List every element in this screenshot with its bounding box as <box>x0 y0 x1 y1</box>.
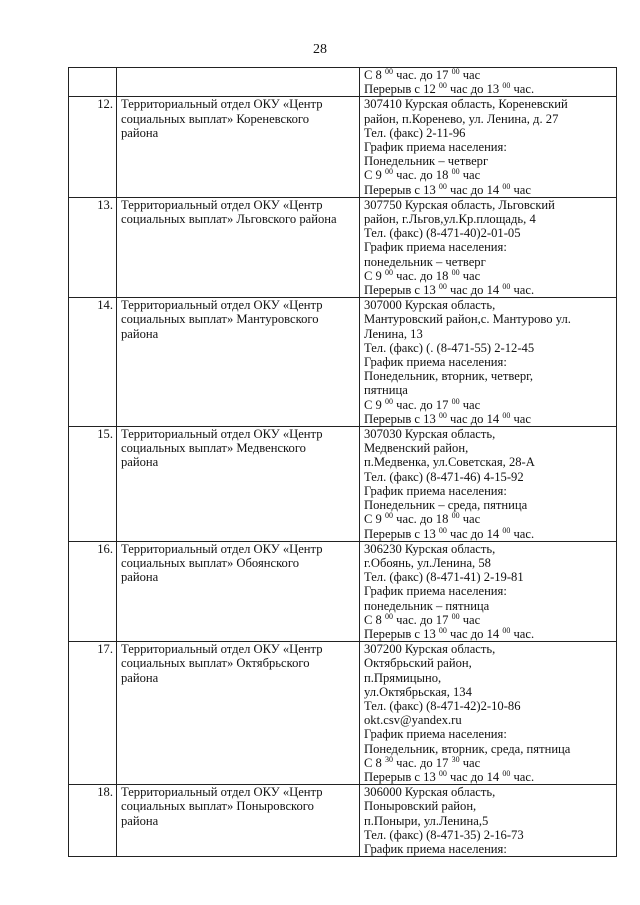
office-name-line: района <box>121 670 159 685</box>
break-line: Перерыв с 13 $^{00}$ час до 14 $^{00}$ час. <box>364 625 535 641</box>
office-name-line: социальных выплат» Мантуровского <box>121 312 319 327</box>
table-row <box>69 785 617 857</box>
schedule-days: Понедельник – среда, пятница <box>364 498 528 513</box>
address-line: Тел. (факс) (8-471-46) 4-15-92 <box>364 469 524 484</box>
break-line: Перерыв с 13 $^{00}$ час до 14 $^{00}$ час. <box>364 768 535 784</box>
address-line: район, г.Льгов,ул.Кр.площадь, 4 <box>364 212 536 227</box>
table-row <box>69 642 617 785</box>
address-line: Октябрьский район, <box>364 656 472 671</box>
office-address-cell <box>360 642 617 785</box>
table-row <box>69 97 617 197</box>
continuation-num-cell <box>69 68 117 97</box>
address-line: 306230 Курская область, <box>364 541 496 556</box>
office-name-line: Территориальный отдел ОКУ «Центр <box>121 298 323 313</box>
address-line: 307410 Курская область, Кореневский <box>364 97 568 112</box>
break-line: Перерыв с 13 $^{00}$ час до 14 $^{00}$ час. <box>364 525 535 541</box>
address-line: Тел. (факс) (8-471-40)2-01-05 <box>364 226 521 241</box>
schedule-label: График приема населения: <box>364 240 507 255</box>
address-line: Тел. (факс) (8-471-35) 2-16-73 <box>364 827 524 842</box>
office-name-cell <box>117 642 360 785</box>
hours-line: С 8 $^{00}$ час. до 17 $^{00}$ час <box>364 67 481 82</box>
office-name-line: района <box>121 326 159 341</box>
office-name-line: района <box>121 125 159 140</box>
address-line: Тел. (факс) 2-11-96 <box>364 125 466 140</box>
office-name-line: Территориальный отдел ОКУ «Центр <box>121 197 323 212</box>
address-line: 306000 Курская область, <box>364 785 496 800</box>
office-name-line: социальных выплат» Медвенского <box>121 441 306 456</box>
office-name-line: района <box>121 570 159 585</box>
schedule-label: График приема населения: <box>364 483 507 498</box>
schedule-days: понедельник – четверг <box>364 254 486 269</box>
table-row <box>69 197 617 297</box>
row-number: 17. <box>69 642 117 785</box>
row-number: 12. <box>69 97 117 197</box>
row-number: 16. <box>69 541 117 641</box>
address-line: Мантуровский район,с. Мантурово ул. <box>364 312 571 327</box>
office-name-line: социальных выплат» Обоянского <box>121 555 299 570</box>
address-line: Ленина, 13 <box>364 326 423 341</box>
office-name-line: социальных выплат» Льговского района <box>121 212 337 227</box>
address-line: 307030 Курская область, <box>364 427 496 442</box>
hours-line: С 9 $^{00}$ час. до 18 $^{00}$ час <box>364 511 481 527</box>
office-name-line: Территориальный отдел ОКУ «Центр <box>121 642 323 657</box>
office-address-cell <box>360 298 617 427</box>
schedule-label: График приема населения: <box>364 140 507 155</box>
office-address-cell <box>360 785 617 857</box>
offices-table-body <box>69 68 617 857</box>
hours-line: С 9 $^{00}$ час. до 17 $^{00}$ час <box>364 396 481 412</box>
address-line: Тел. (факс) (8-471-42)2-10-86 <box>364 698 521 713</box>
office-name-cell <box>117 427 360 542</box>
hours-line: С 8 $^{30}$ час. до 17 $^{30}$ час <box>364 754 481 770</box>
row-number: 15. <box>69 427 117 542</box>
row-number: 13. <box>69 197 117 297</box>
table-row <box>69 298 617 427</box>
continuation-row <box>69 68 617 97</box>
schedule-days: понедельник – пятница <box>364 598 490 613</box>
continuation-name-cell <box>117 68 360 97</box>
office-name-line: района <box>121 813 159 828</box>
office-address-cell <box>360 97 617 197</box>
address-line: 307000 Курская область, <box>364 298 496 313</box>
hours-line: С 8 $^{00}$ час. до 17 $^{00}$ час <box>364 611 481 627</box>
address-line: Тел. (факс) (8-471-41) 2-19-81 <box>364 570 524 585</box>
address-line: 307200 Курская область, <box>364 642 496 657</box>
office-name-cell <box>117 298 360 427</box>
hours-line: С 9 $^{00}$ час. до 18 $^{00}$ час <box>364 267 481 283</box>
schedule-label: График приема населения: <box>364 355 507 370</box>
office-name-line: Территориальный отдел ОКУ «Центр <box>121 427 323 442</box>
office-name-line: социальных выплат» Кореневского <box>121 111 310 126</box>
hours-line: С 9 $^{00}$ час. до 18 $^{00}$ час <box>364 167 481 183</box>
schedule-days: Понедельник – четверг <box>364 154 489 169</box>
break-line: Перерыв с 13 $^{00}$ час до 14 $^{00}$ час. <box>364 282 535 298</box>
office-name-line: социальных выплат» Поныровского <box>121 799 314 814</box>
schedule-days: Понедельник, вторник, четверг, <box>364 369 534 384</box>
address-line: п.Поныри, ул.Ленина,5 <box>364 813 489 828</box>
address-line: ул.Октябрьская, 134 <box>364 684 472 699</box>
address-line: okt.csv@yandex.ru <box>364 713 462 728</box>
office-name-cell <box>117 785 360 857</box>
schedule-days: пятница <box>364 383 408 398</box>
address-line: район, п.Коренево, ул. Ленина, д. 27 <box>364 111 559 126</box>
row-number: 18. <box>69 785 117 857</box>
address-line: Медвенский район, <box>364 441 469 456</box>
office-address-cell <box>360 197 617 297</box>
continuation-address-cell <box>360 68 617 97</box>
address-line: Тел. (факс) (. (8-471-55) 2-12-45 <box>364 340 535 355</box>
schedule-label: График приема населения: <box>364 584 507 599</box>
break-line: Перерыв с 13 $^{00}$ час до 14 $^{00}$ час <box>364 410 531 426</box>
address-line: п.Прямицыно, <box>364 670 442 685</box>
office-name-line: Территориальный отдел ОКУ «Центр <box>121 97 323 112</box>
schedule-label: График приема населения: <box>364 841 507 856</box>
office-address-cell <box>360 427 617 542</box>
office-name-line: социальных выплат» Октябрьского <box>121 656 310 671</box>
offices-table <box>68 67 617 857</box>
office-name-line: Территориальный отдел ОКУ «Центр <box>121 785 323 800</box>
table-row <box>69 541 617 641</box>
office-name-cell <box>117 541 360 641</box>
table-row <box>69 427 617 542</box>
break-line: Перерыв с 13 $^{00}$ час до 14 $^{00}$ час <box>364 181 531 197</box>
address-line: 307750 Курская область, Льговский <box>364 197 555 212</box>
address-line: Поныровский район, <box>364 799 477 814</box>
row-number: 14. <box>69 298 117 427</box>
address-line: п.Медвенка, ул.Советская, 28-А <box>364 455 535 470</box>
office-name-line: района <box>121 455 159 470</box>
office-name-line: Территориальный отдел ОКУ «Центр <box>121 541 323 556</box>
schedule-label: График приема населения: <box>364 727 507 742</box>
schedule-days: Понедельник, вторник, среда, пятница <box>364 741 571 756</box>
office-address-cell <box>360 541 617 641</box>
page-number: 28 <box>313 42 327 57</box>
office-name-cell <box>117 97 360 197</box>
office-name-cell <box>117 197 360 297</box>
address-line: г.Обоянь, ул.Ленина, 58 <box>364 555 491 570</box>
break-line: Перерыв с 12 $^{00}$ час до 13 $^{00}$ час. <box>364 81 535 97</box>
